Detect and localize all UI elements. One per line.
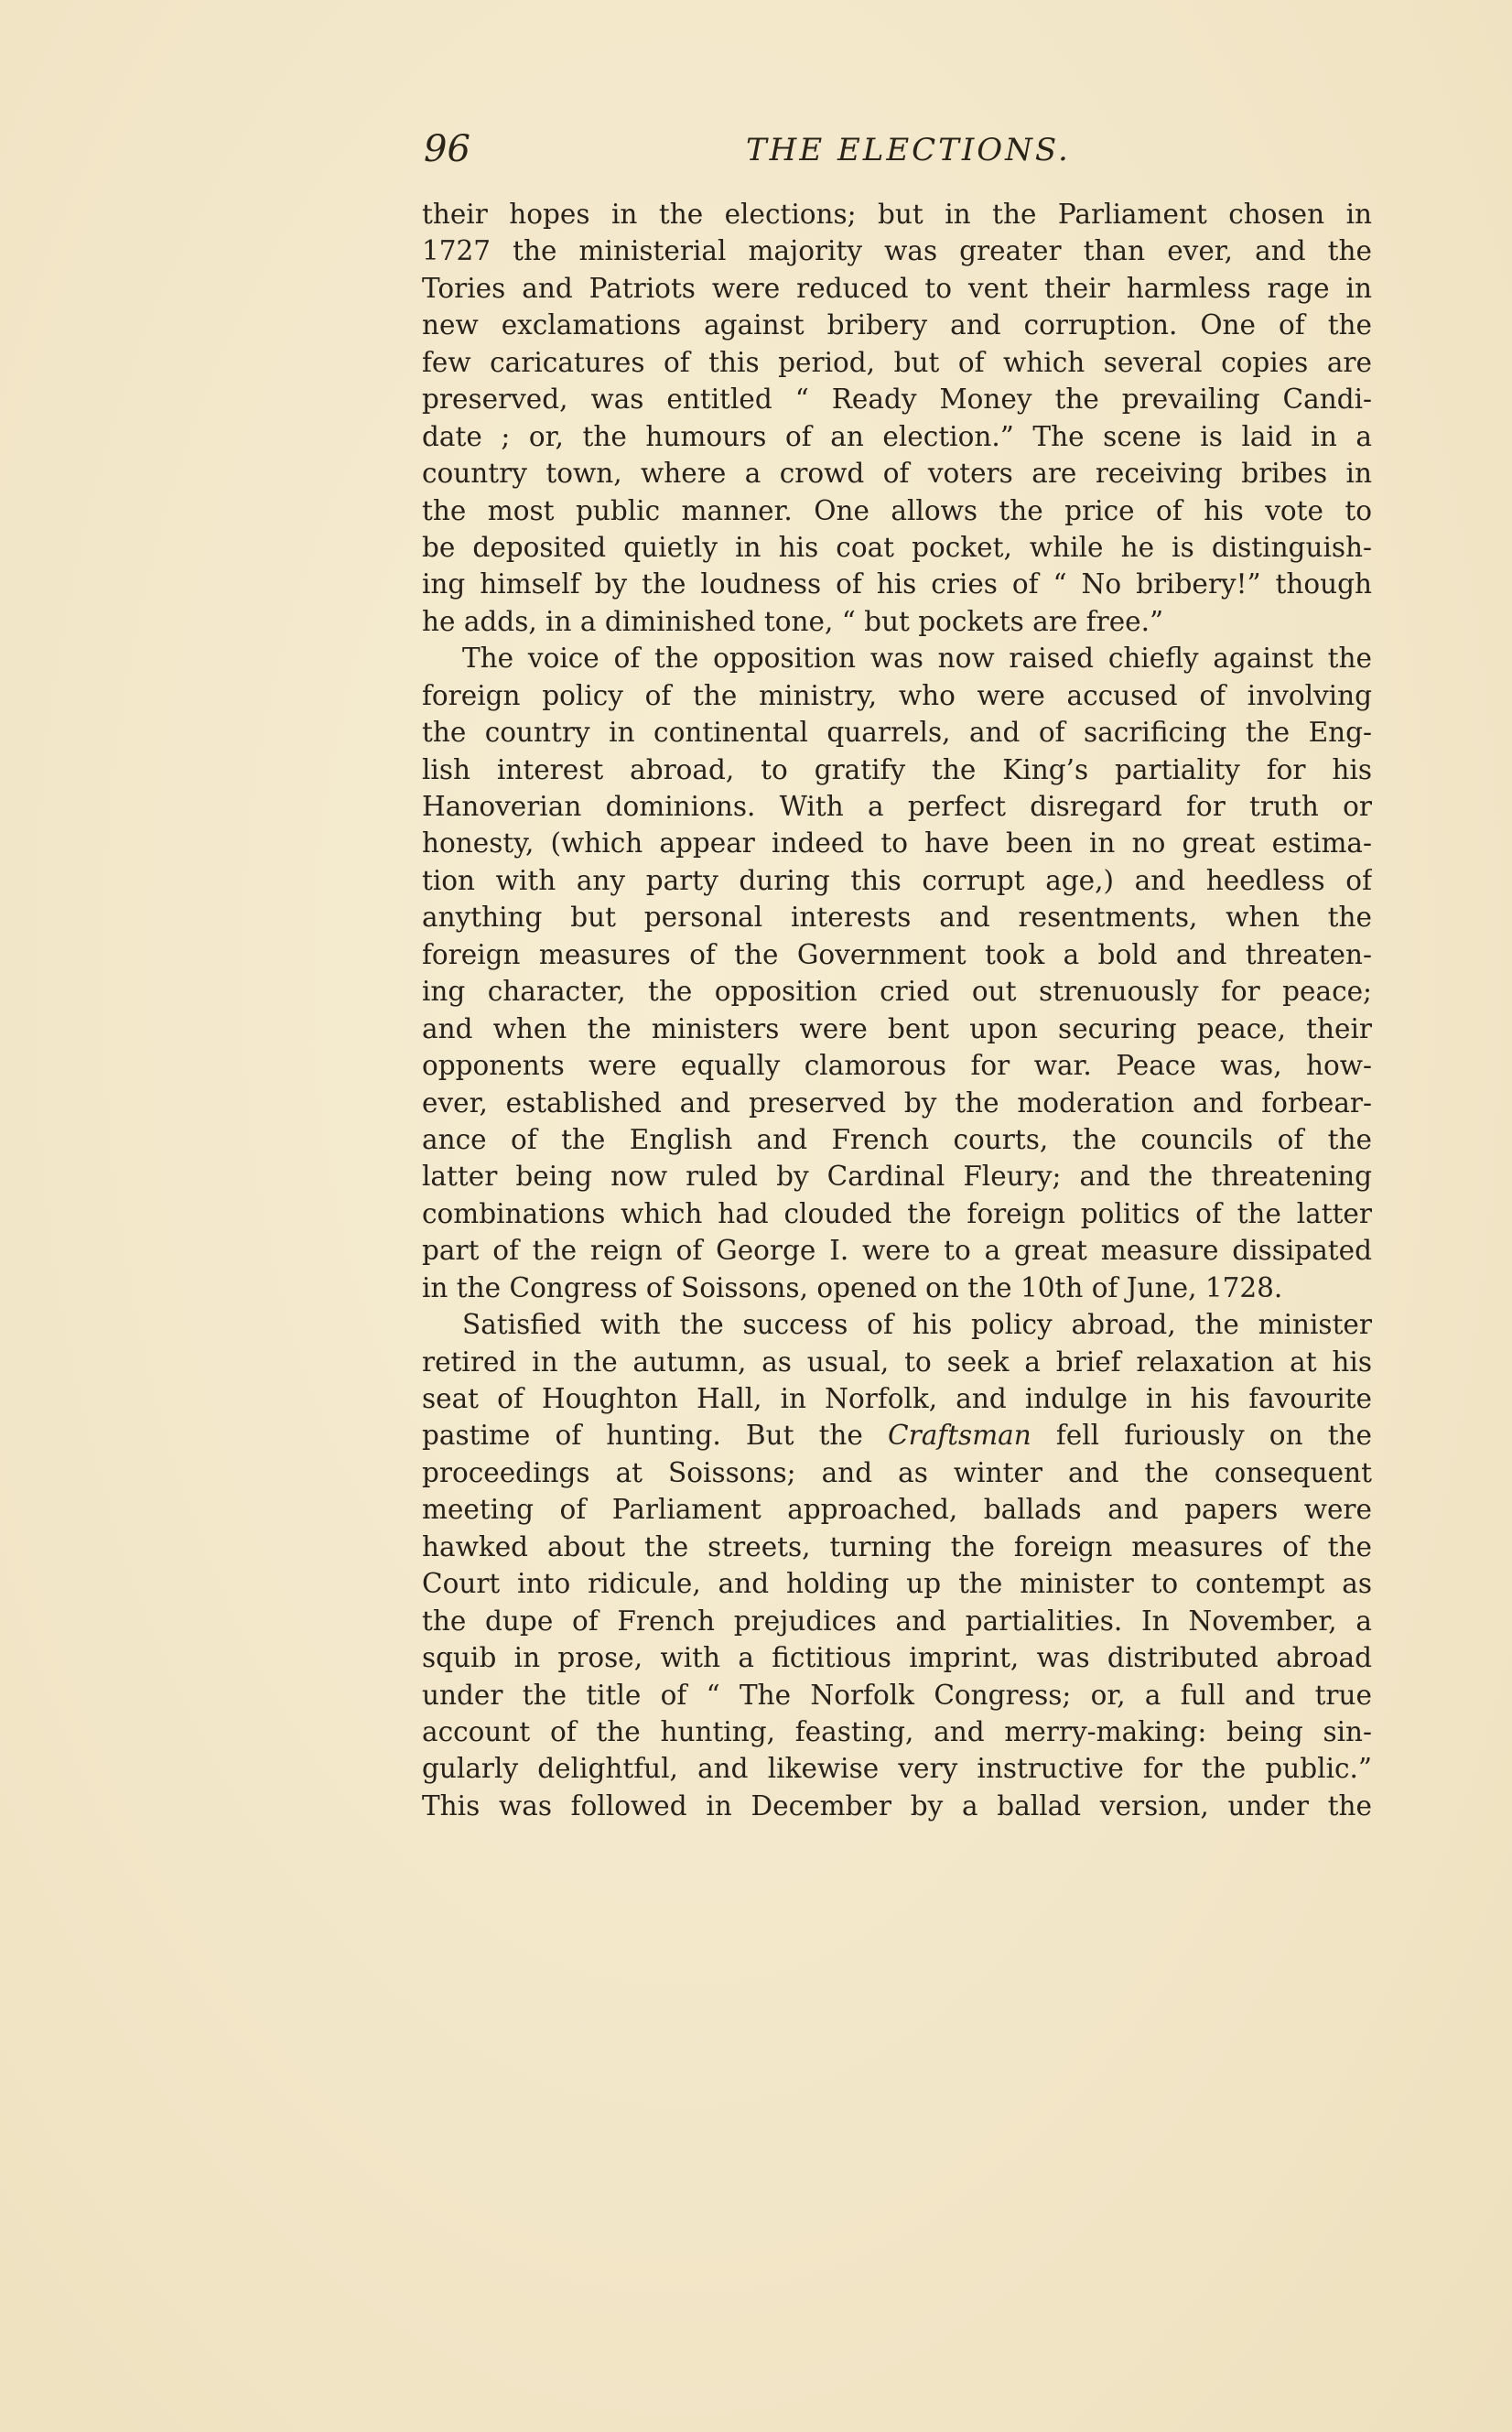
- text-line: lish interest abroad, to gratify the King’s partiality for his: [422, 753, 1372, 785]
- text-line: and when the ministers were bent upon securing peace, their: [422, 1012, 1372, 1044]
- text-line: gularly delightful, and likewise very instructive for the public.”: [422, 1753, 1372, 1785]
- text-line: anything but personal interests and resentments, when the: [422, 902, 1372, 934]
- text-line: in the Congress of Soissons, opened on the 10th of June, 1728.: [422, 1271, 1283, 1303]
- text-line: opponents were equally clamorous for war. Peace was, how-: [422, 1050, 1372, 1082]
- text-line: ance of the English and French courts, the councils of the: [422, 1123, 1372, 1155]
- text-line: 1727 the ministerial majority was greater than ever, and the: [422, 235, 1372, 267]
- text-line: Satisfied with the success of his policy abroad, the minister: [462, 1309, 1372, 1341]
- text-line: preserved, was entitled “ Ready Money the prevailing Candi-: [422, 384, 1372, 416]
- text-line: the most public manner. One allows the price of his vote to: [422, 494, 1372, 526]
- text-line: foreign measures of the Government took a bold and threaten-: [422, 938, 1372, 970]
- text-line: date ; or, the humours of an election.” The scene is laid in a: [422, 420, 1372, 452]
- text-line: Hanoverian dominions. With a perfect disregard for truth or: [422, 791, 1372, 822]
- text-line: tion with any party during this corrupt age,) and heedless of: [422, 864, 1372, 896]
- text-line: The voice of the opposition was now raised chiefly against the: [462, 643, 1372, 675]
- italic-title: Craftsman: [888, 1420, 1031, 1452]
- text-line: ing character, the opposition cried out strenuously for peace;: [422, 976, 1372, 1008]
- text-line: meeting of Parliament approached, ballads and papers were: [422, 1494, 1372, 1526]
- text-line: the dupe of French prejudices and partialities. In November, a: [422, 1605, 1372, 1637]
- page-header: [424, 128, 1376, 183]
- text-line: seat of Houghton Hall, in Norfolk, and indulge in his favourite: [422, 1383, 1372, 1414]
- text-line: be deposited quietly in his coat pocket, while he is distinguish-: [422, 531, 1372, 563]
- text-line: retired in the autumn, as usual, to seek a brief relaxation at his: [422, 1346, 1372, 1378]
- text-line: pastime of hunting. But the Craftsman fell furiously on the: [422, 1420, 1372, 1452]
- text-line: country town, where a crowd of voters are receiving bribes in: [422, 458, 1372, 490]
- body-text: [422, 196, 1372, 1824]
- text-line: Tories and Patriots were reduced to vent their harmless rage in: [422, 272, 1372, 304]
- text-line: honesty, (which appear indeed to have been in no great estima-: [422, 827, 1372, 859]
- text-line: ing himself by the loudness of his cries of “ No bribery!” though: [422, 568, 1372, 600]
- text-line: proceedings at Soissons; and as winter and the consequent: [422, 1456, 1372, 1488]
- text-line: their hopes in the elections; but in the Parliament chosen in: [422, 199, 1372, 230]
- text-line: ever, established and preserved by the moderation and forbear-: [422, 1086, 1372, 1119]
- text-line: squib in prose, with a fictitious imprint, was distributed abroad: [422, 1642, 1372, 1674]
- text-line: the country in continental quarrels, and of sacrificing the Eng-: [422, 717, 1372, 749]
- text-line: Court into ridicule, and holding up the minister to contempt as: [422, 1568, 1372, 1600]
- text-line: under the title of “ The Norfolk Congress; or, a full and true: [422, 1679, 1372, 1711]
- text-line: part of the reign of George I. were to a great measure dissipated: [422, 1235, 1372, 1267]
- text-line: This was followed in December by a ballad version, under the: [422, 1789, 1372, 1821]
- text-line: account of the hunting, feasting, and merry-making: being sin-: [422, 1715, 1372, 1747]
- text-line: combinations which had clouded the foreign politics of the latter: [422, 1197, 1372, 1229]
- text-line: he adds, in a diminished tone, “ but pockets are free.”: [422, 605, 1164, 637]
- text-line: few caricatures of this period, but of which several copies are: [422, 346, 1372, 378]
- page-number: 96: [424, 128, 470, 170]
- running-head: THE ELECTIONS.: [746, 132, 1071, 168]
- text-line: latter being now ruled by Cardinal Fleury; and the threatening: [422, 1161, 1372, 1193]
- text-line: foreign policy of the ministry, who were accused of involving: [422, 679, 1372, 711]
- text-line: new exclamations against bribery and corruption. One of the: [422, 309, 1372, 341]
- text-line: hawked about the streets, turning the foreign measures of the: [422, 1530, 1372, 1562]
